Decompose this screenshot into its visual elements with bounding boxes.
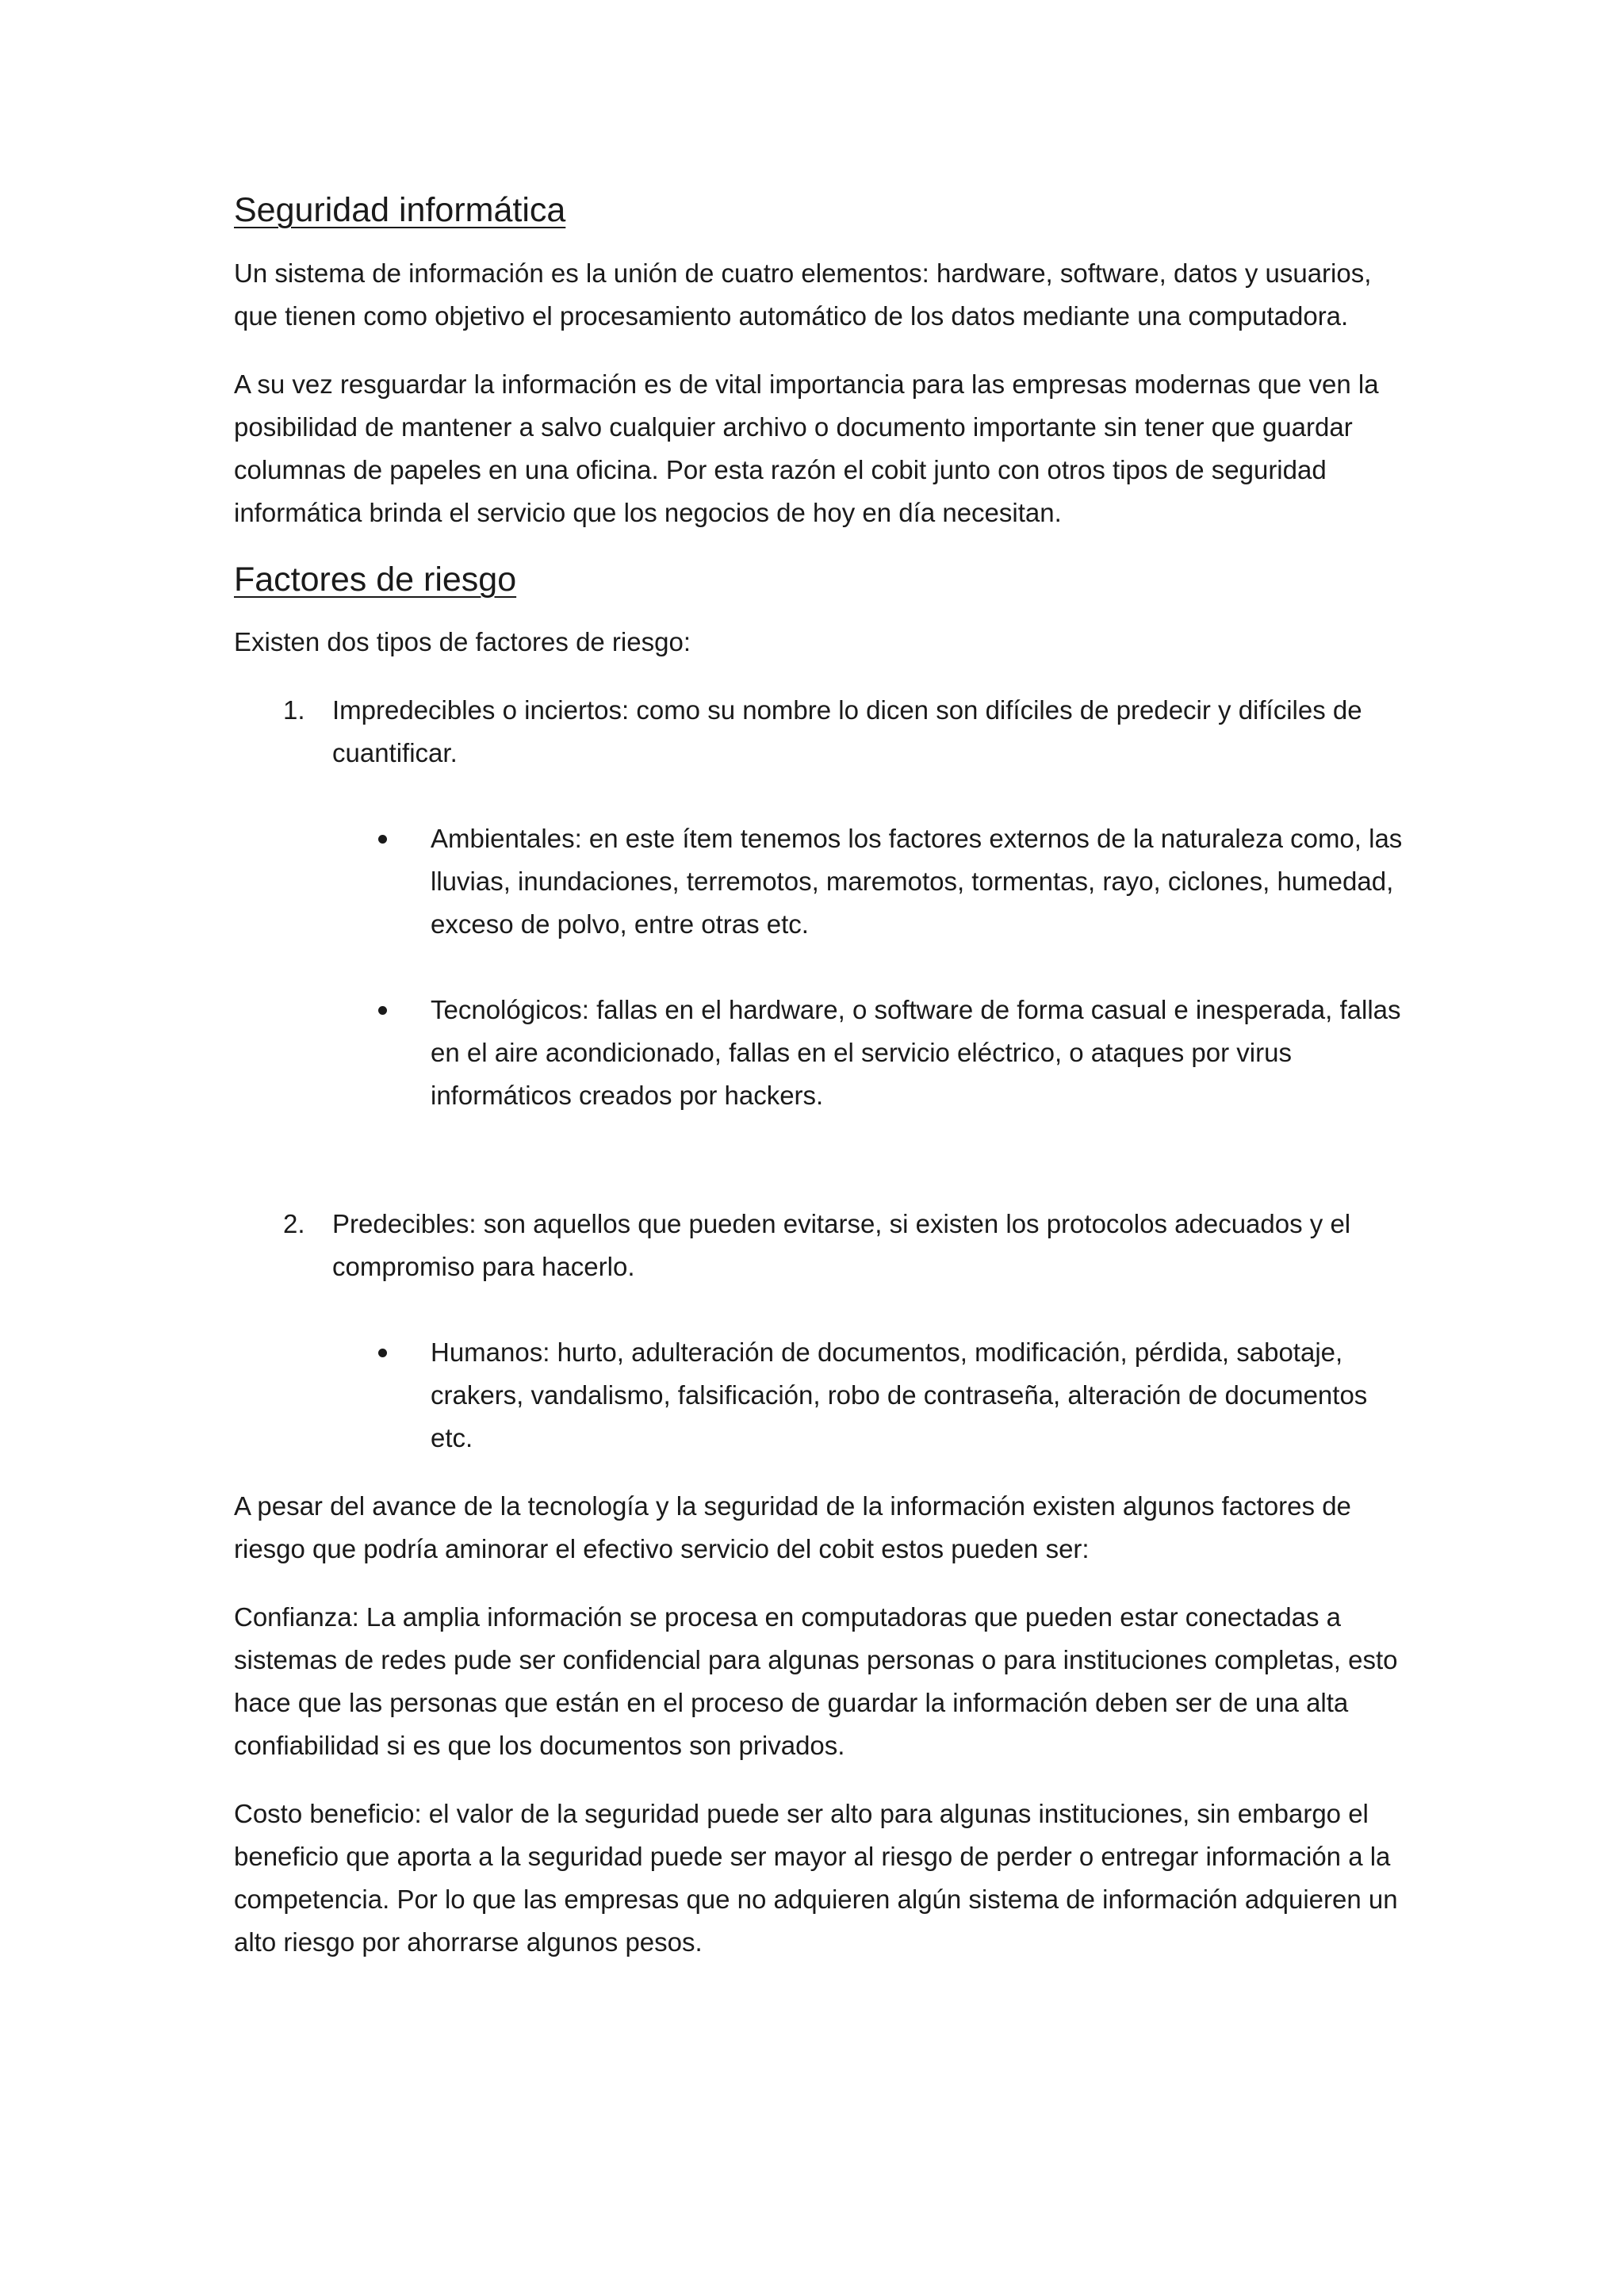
paragraph-tipos-factores: Existen dos tipos de factores de riesgo: xyxy=(234,627,691,657)
sublist-impredecibles xyxy=(332,817,1408,1117)
sublist-predecibles xyxy=(332,1331,1408,1460)
risk-factor-list xyxy=(234,689,1408,1460)
heading-seguridad-informatica: Seguridad informática xyxy=(234,191,566,229)
list-item-predecibles xyxy=(234,1203,1408,1460)
bullet-icon xyxy=(378,1349,387,1357)
list-number: 2. xyxy=(283,1209,305,1239)
list-number: 1. xyxy=(283,695,305,725)
sublist-item-humanos xyxy=(332,1331,1408,1460)
sublist-item-text: Ambientales: en este ítem tenemos los factores externos de la naturaleza como, las lluvias, inundaciones, terremotos, maremotos, tormentas, rayo, ciclones, humedad, exceso de polvo, entre otras etc. xyxy=(431,824,1403,939)
sublist-item-tecnologicos xyxy=(332,989,1408,1117)
sublist-item-ambientales xyxy=(332,817,1408,946)
sublist-item-text: Humanos: hurto, adulteración de documentos, modificación, pérdida, sabotaje, crakers, vandalismo, falsificación, robo de contraseña, alteración de documentos etc. xyxy=(431,1337,1368,1453)
paragraph-costo-beneficio: Costo beneficio: el valor de la seguridad puede ser alto para algunas instituciones, sin embargo el beneficio que aporta a la seguridad puede ser mayor al riesgo de perder o entregar información a la competencia. Por lo que las empresas que no adquieren algún sistema de información adquieren un alto riesgo por ahorrarse algunos pesos. xyxy=(234,1799,1398,1957)
bullet-icon xyxy=(378,835,387,844)
list-item-text: Impredecibles o inciertos: como su nombre lo dicen son difíciles de predecir y difíciles de cuantificar. xyxy=(332,695,1362,768)
paragraph-avance-tecnologia: A pesar del avance de la tecnología y la seguridad de la información existen algunos factores de riesgo que podría aminorar el efectivo servicio del cobit estos pueden ser: xyxy=(234,1491,1351,1564)
bullet-icon xyxy=(378,1006,387,1015)
sublist-item-text: Tecnológicos: fallas en el hardware, o software de forma casual e inesperada, fallas en el aire acondicionado, fallas en el servicio eléctrico, o ataques por virus informáticos creados por hackers. xyxy=(431,995,1401,1111)
list-item-text: Predecibles: son aquellos que pueden evitarse, si existen los protocolos adecuados y el compromiso para hacerlo. xyxy=(332,1209,1351,1282)
document-page xyxy=(234,190,1408,1989)
list-item-impredecibles xyxy=(234,689,1408,1117)
paragraph-confianza: Confianza: La amplia información se procesa en computadoras que pueden estar conectadas a sistemas de redes pude ser confidencial para algunas personas o para instituciones completas, esto hace que las personas que están en el proceso de guardar la información deben ser de una alta confiabilidad si es que los documentos son privados. xyxy=(234,1602,1398,1761)
paragraph-resguardar-informacion: A su vez resguardar la información es de vital importancia para las empresas modernas que ven la posibilidad de mantener a salvo cualquier archivo o documento importante sin tener que guardar columnas de papeles en una oficina. Por esta razón el cobit junto con otros tipos de seguridad informática brinda el servicio que los negocios de hoy en día necesitan. xyxy=(234,369,1379,527)
heading-factores-riesgo: Factores de riesgo xyxy=(234,560,517,599)
paragraph-sistema-informacion: Un sistema de información es la unión de cuatro elementos: hardware, software, datos y usuarios, que tienen como objetivo el procesamiento automático de los datos mediante una computadora. xyxy=(234,258,1372,331)
